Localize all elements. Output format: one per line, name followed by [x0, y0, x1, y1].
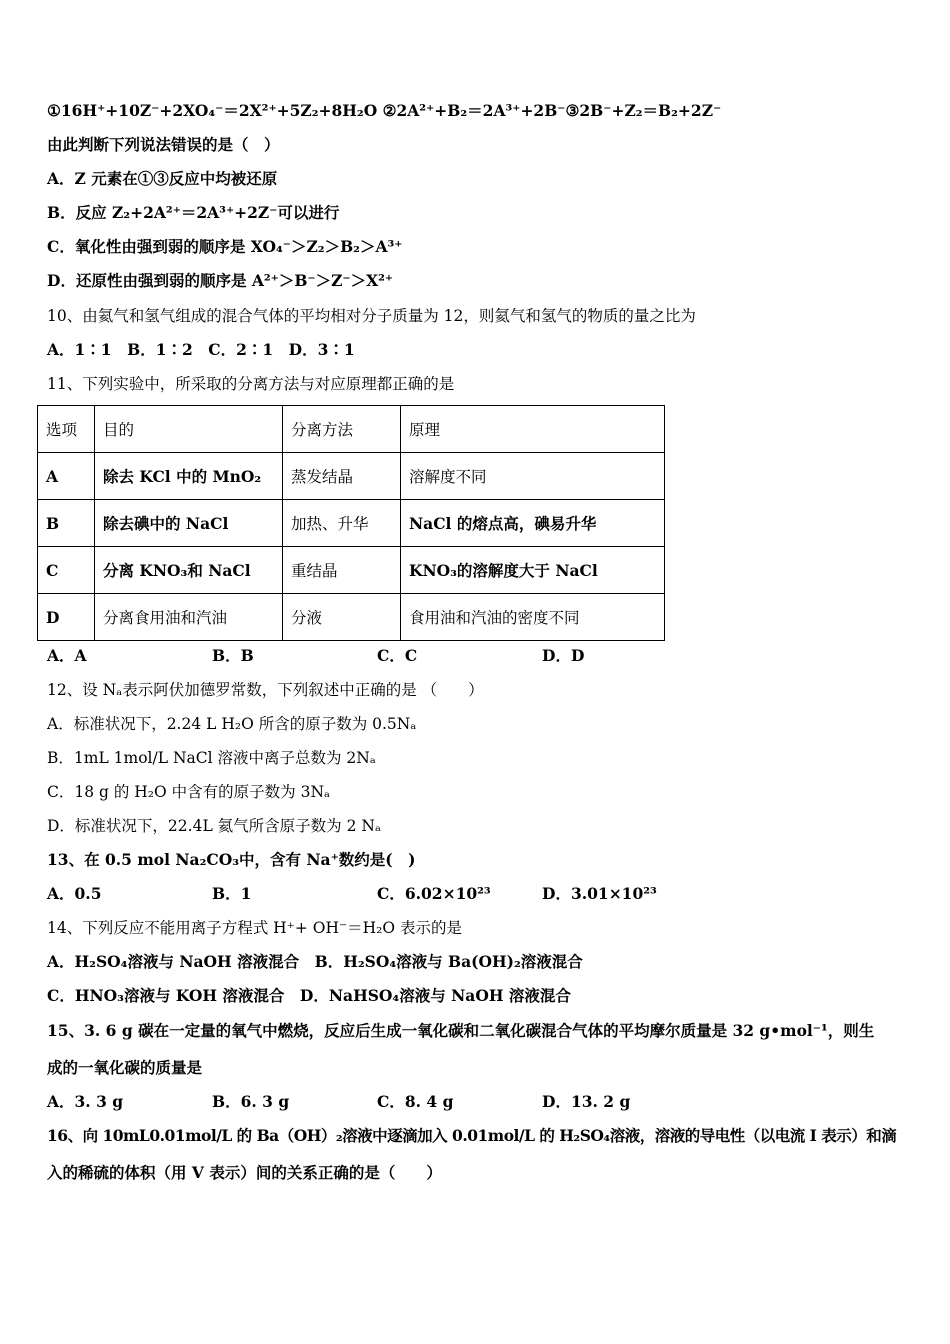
table-cell: 除去碘中的 NaCl [95, 500, 283, 547]
q12-option-b: B．1mL 1mol/L NaCl 溶液中离子总数为 2Nₐ [47, 749, 376, 767]
q14-options-ab: A．H₂SO₄溶液与 NaOH 溶液混合 B．H₂SO₄溶液与 Ba(OH)₂溶液混合 [47, 952, 583, 971]
table-cell: 分离 KNO₃和 NaCl [95, 547, 283, 594]
q16-stem-line2: 入的稀硫的体积（用 V 表示）间的关系正确的是（ ） [47, 1163, 442, 1182]
table-row [38, 547, 665, 594]
q9-option-d: D．还原性由强到弱的顺序是 A²⁺＞B⁻＞Z⁻＞X²⁺ [47, 271, 394, 290]
q15-option-d: D．13. 2 g [542, 1092, 631, 1111]
table-cell: 蒸发结晶 [283, 453, 401, 500]
q12-option-a: A．标准状况下，2.24 L H₂O 所含的原子数为 0.5Nₐ [47, 715, 417, 733]
q12-stem: 12、设 Nₐ表示阿伏加德罗常数，下列叙述中正确的是 （ ） [47, 681, 484, 699]
table-row [38, 594, 665, 641]
table-header-cell: 选项 [38, 406, 95, 453]
q15-option-c: C．8. 4 g [377, 1092, 454, 1111]
q11-stem: 11、下列实验中，所采取的分离方法与对应原理都正确的是 [47, 375, 455, 393]
table-cell: NaCl 的熔点高，碘易升华 [401, 500, 665, 547]
table-cell: 分离食用油和汽油 [95, 594, 283, 641]
q9-option-b: B．反应 Z₂+2A²⁺＝2A³⁺+2Z⁻可以进行 [47, 203, 340, 222]
q15-stem-line1: 15、3. 6 g 碳在一定量的氧气中燃烧，反应后生成一氧化碳和二氧化碳混合气体的平均摩尔质量是 32 g•mol⁻¹，则生 [47, 1021, 875, 1040]
q14-options-cd: C．HNO₃溶液与 KOH 溶液混合 D．NaHSO₄溶液与 NaOH 溶液混合 [47, 986, 571, 1005]
table-cell: 溶解度不同 [401, 453, 665, 500]
q12-option-c: C．18 g 的 H₂O 中含有的原子数为 3Nₐ [47, 783, 330, 801]
q11-option-c: C．C [377, 646, 418, 665]
q13-option-c: C．6.02×10²³ [377, 884, 491, 903]
q13-option-b: B．1 [212, 884, 252, 903]
table-row [38, 500, 665, 547]
q9-option-a: A．Z 元素在①③反应中均被还原 [47, 169, 278, 188]
q11-option-a: A．A [47, 646, 87, 665]
table-cell: D [38, 594, 95, 641]
q9-reactions: ①16H⁺+10Z⁻+2XO₄⁻＝2X²⁺+5Z₂+8H₂O ②2A²⁺+B₂＝2A³⁺+2B⁻③2B⁻+Z₂＝B₂+2Z⁻ [47, 101, 722, 120]
q9-option-c: C．氧化性由强到弱的顺序是 XO₄⁻＞Z₂＞B₂＞A³⁺ [47, 237, 403, 256]
table-cell: 加热、升华 [283, 500, 401, 547]
q11-table [37, 405, 665, 641]
q13-option-a: A．0.5 [47, 884, 102, 903]
q10-stem: 10、由氦气和氢气组成的混合气体的平均相对分子质量为 12，则氦气和氢气的物质的量之比为 [47, 307, 696, 325]
table-cell: KNO₃的溶解度大于 NaCl [401, 547, 665, 594]
table-cell: C [38, 547, 95, 594]
q16-stem-line1: 16、向 10mL0.01mol/L 的 Ba（OH）₂溶液中逐滴加入 0.01mol/L 的 H₂SO₄溶液，溶液的导电性（以电流 I 表示）和滴 [47, 1126, 897, 1145]
table-header-cell: 原理 [401, 406, 665, 453]
q15-stem-line2: 成的一氧化碳的质量是 [47, 1058, 203, 1077]
table-header-row [38, 406, 665, 453]
table-cell: 重结晶 [283, 547, 401, 594]
q11-option-b: B．B [212, 646, 254, 665]
table-header-cell: 分离方法 [283, 406, 401, 453]
table-cell: A [38, 453, 95, 500]
q13-option-d: D．3.01×10²³ [542, 884, 657, 903]
q10-options: A．1∶1 B．1∶2 C．2∶1 D．3∶1 [47, 340, 355, 359]
q12-option-d: D．标准状况下，22.4L 氦气所含原子数为 2 Nₐ [47, 817, 381, 835]
table-cell: 分液 [283, 594, 401, 641]
q14-stem: 14、下列反应不能用离子方程式 H⁺+ OH⁻＝H₂O 表示的是 [47, 919, 463, 937]
q13-stem: 13、在 0.5 mol Na₂CO₃中，含有 Na⁺数约是( ) [47, 850, 416, 869]
q11-option-d: D．D [542, 646, 585, 665]
table-cell: 食用油和汽油的密度不同 [401, 594, 665, 641]
table-row [38, 453, 665, 500]
table-header-cell: 目的 [95, 406, 283, 453]
table-cell: 除去 KCl 中的 MnO₂ [95, 453, 283, 500]
table-cell: B [38, 500, 95, 547]
q15-option-b: B．6. 3 g [212, 1092, 290, 1111]
q15-option-a: A．3. 3 g [47, 1092, 124, 1111]
q9-stem: 由此判断下列说法错误的是（ ） [47, 135, 280, 154]
